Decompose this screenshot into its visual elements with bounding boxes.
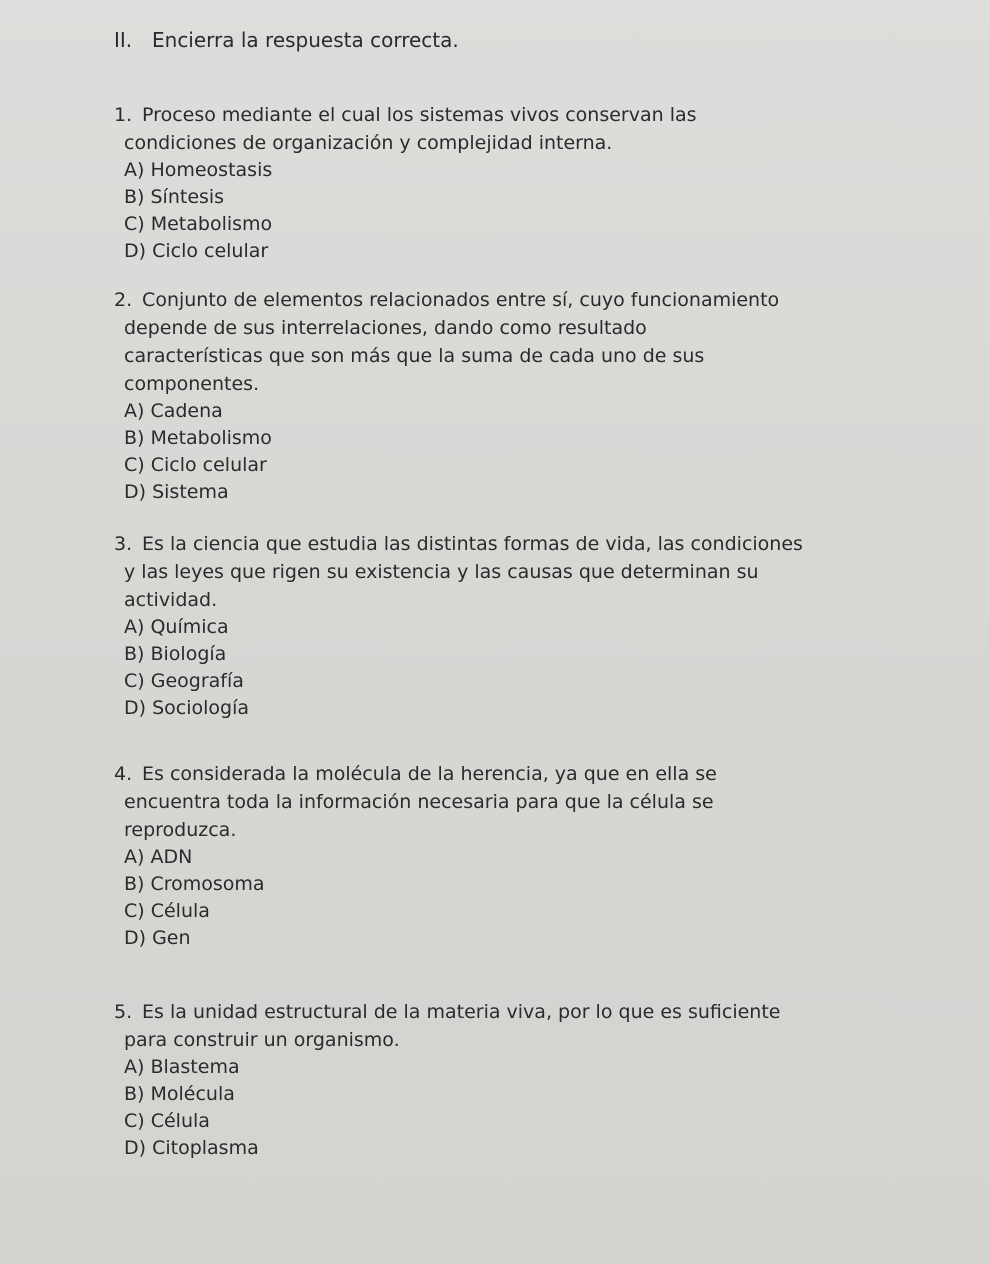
question-text-line: depende de sus interrelaciones, dando como resultado: [124, 317, 647, 339]
question-number: 5.: [114, 1001, 133, 1023]
option-c[interactable]: C) Célula: [124, 900, 210, 922]
question-text-line: para construir un organismo.: [124, 1029, 400, 1051]
question-text-line: 2. Conjunto de elementos relacionados entre sí, cuyo funcionamiento: [114, 286, 779, 314]
option-a[interactable]: A) Química: [124, 616, 229, 638]
question-text-line: condiciones de organización y complejidad interna.: [124, 132, 613, 154]
option-c[interactable]: C) Metabolismo: [124, 213, 273, 235]
option-d[interactable]: D) Ciclo celular: [124, 240, 269, 262]
question-4: [114, 760, 717, 952]
option-c[interactable]: C) Célula: [124, 1110, 210, 1132]
option-a[interactable]: A) Homeostasis: [124, 159, 273, 181]
question-text-line: componentes.: [124, 373, 260, 395]
question-text-line: 5. Es la unidad estructural de la materia viva, por lo que es suficiente: [114, 998, 780, 1026]
option-c[interactable]: C) Ciclo celular: [124, 454, 267, 476]
option-b[interactable]: B) Metabolismo: [124, 427, 272, 449]
option-d[interactable]: D) Sociología: [124, 697, 250, 719]
option-b[interactable]: B) Cromosoma: [124, 873, 265, 895]
question-5: [114, 998, 780, 1162]
question-text-line: y las leyes que rigen su existencia y las causas que determinan su: [124, 561, 759, 583]
question-text-line: actividad.: [124, 589, 218, 611]
question-1: [114, 101, 697, 265]
question-number: 4.: [114, 763, 133, 785]
question-3: [114, 530, 803, 722]
option-c[interactable]: C) Geografía: [124, 670, 244, 692]
option-d[interactable]: D) Citoplasma: [124, 1137, 259, 1159]
section-title: Encierra la respuesta correcta.: [152, 28, 459, 52]
option-d[interactable]: D) Sistema: [124, 481, 229, 503]
question-2: [114, 286, 779, 506]
question-text-line: 1. Proceso mediante el cual los sistemas vivos conservan las: [114, 101, 697, 129]
option-d[interactable]: D) Gen: [124, 927, 191, 949]
question-number: 1.: [114, 104, 133, 126]
question-text-line: reproduzca.: [124, 819, 237, 841]
option-a[interactable]: A) ADN: [124, 846, 193, 868]
option-b[interactable]: B) Síntesis: [124, 186, 225, 208]
question-text-line: 4. Es considerada la molécula de la herencia, ya que en ella se: [114, 760, 717, 788]
question-text-line: características que son más que la suma de cada uno de sus: [124, 345, 705, 367]
option-a[interactable]: A) Cadena: [124, 400, 223, 422]
question-number: 3.: [114, 533, 133, 555]
question-number: 2.: [114, 289, 133, 311]
section-number: II.: [114, 28, 133, 52]
option-b[interactable]: B) Biología: [124, 643, 227, 665]
option-b[interactable]: B) Molécula: [124, 1083, 235, 1105]
question-text-line: 3. Es la ciencia que estudia las distintas formas de vida, las condiciones: [114, 530, 803, 558]
question-text-line: encuentra toda la información necesaria para que la célula se: [124, 791, 714, 813]
section-header: [114, 28, 459, 52]
option-a[interactable]: A) Blastema: [124, 1056, 240, 1078]
